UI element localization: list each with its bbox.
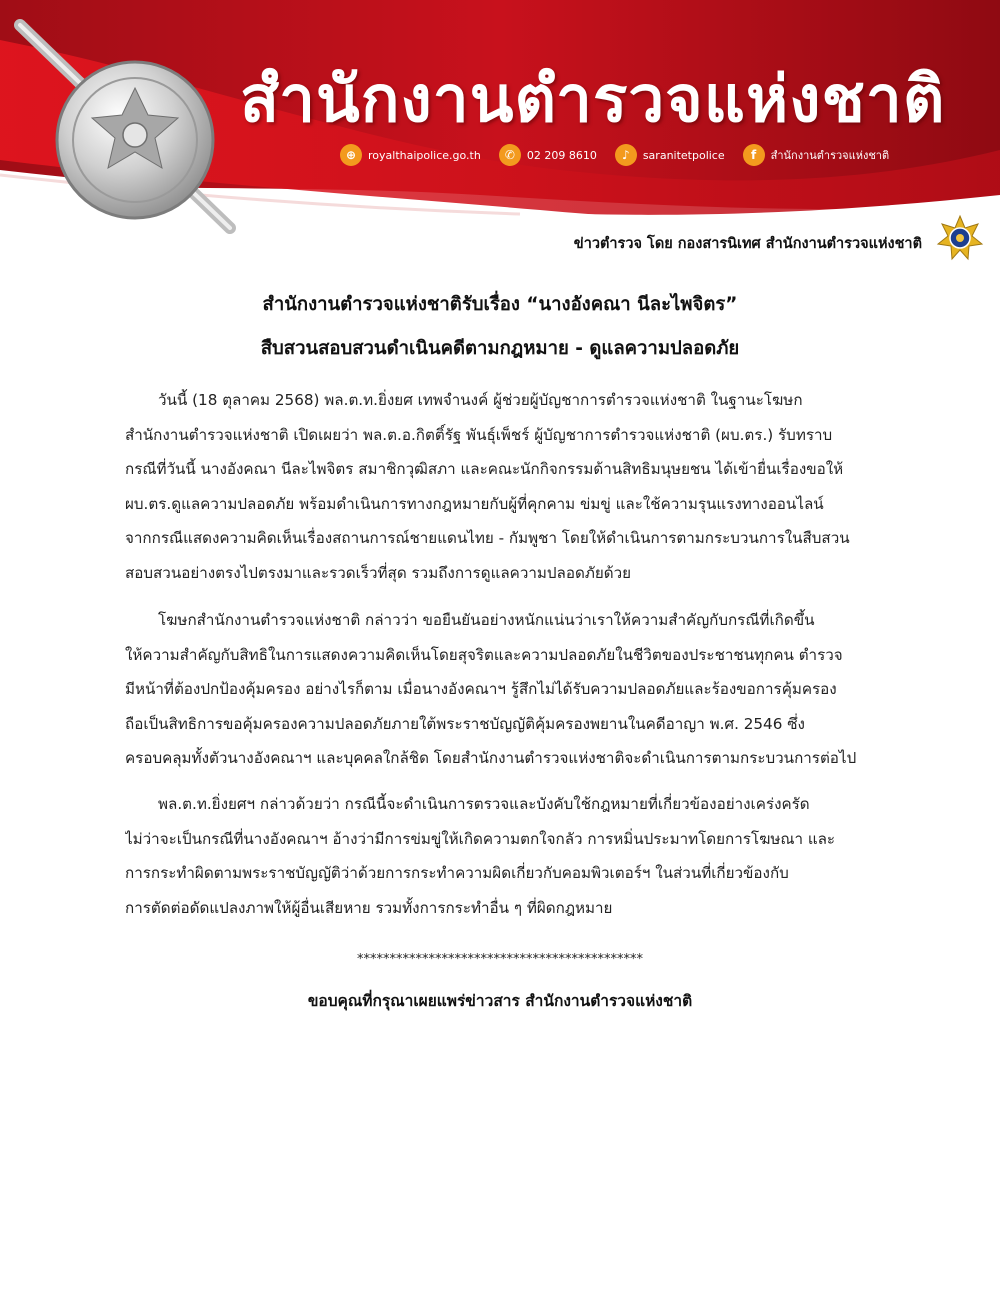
headline-line-1: สำนักงานตำรวจแห่งชาติรับเรื่อง “นางอังคณา นีละไพจิตร” (262, 294, 738, 315)
contact-facebook[interactable] (743, 144, 890, 166)
separator-stars: ******************************************** (357, 952, 643, 967)
paragraph-line: จากกรณีแสดงความคิดเห็นเรื่องสถานการณ์ชายแดนไทย - กัมพูชา โดยให้ดำเนินการตามกระบวนการในสืบสวน (125, 529, 850, 547)
paragraph-line: การกระทำผิดตามพระราชบัญญัติว่าด้วยการกระทำความผิดเกี่ยวกับคอมพิวเตอร์ฯ ในส่วนที่เกี่ยวข้องกับ (125, 864, 789, 882)
paragraph-line: สำนักงานตำรวจแห่งชาติ เปิดเผยว่า พล.ต.อ.กิตติ์รัฐ พันธุ์เพ็ชร์ ผู้บัญชาการตำรวจแห่งชาติ (ผบ.ตร.) รับทราบ (125, 425, 833, 444)
headline-line-2: สืบสวนสอบสวนดำเนินคดีตามกฎหมาย - ดูแลความปลอดภัย (260, 338, 740, 359)
closing-thanks: ขอบคุณที่กรุณาเผยแพร่ข่าวสาร สำนักงานตำรวจแห่งชาติ (307, 992, 693, 1010)
paragraph-2 (125, 603, 875, 776)
paragraph-line: พล.ต.ท.ยิ่งยศฯ กล่าวด้วยว่า กรณีนี้จะดำเนินการตรวจและบังคับใช้กฎหมายที่เกี่ยวข้องอย่างเคร่งครัด (158, 795, 810, 813)
paragraph-line: ไม่ว่าจะเป็นกรณีที่นางอังคณาฯ อ้างว่ามีการข่มขู่ให้เกิดความตกใจกลัว การหมิ่นประมาทโดยการโฆษณา และ (125, 829, 836, 848)
paragraph-line: ถือเป็นสิทธิการขอคุ้มครองความปลอดภัยภายใต้พระราชบัญญัติคุ้มครองพยานในคดีอาญา พ.ศ. 2546 ซึ่ง (125, 714, 805, 733)
paragraph-line: การตัดต่อดัดแปลงภาพให้ผู้อื่นเสียหาย รวมทั้งการกระทำอื่น ๆ ที่ผิดกฎหมาย (125, 898, 613, 917)
police-badge-icon (936, 214, 984, 262)
contact-facebook-text: สำนักงานตำรวจแห่งชาติ (770, 149, 890, 162)
paragraph-line: ให้ความสำคัญกับสิทธิในการแสดงความคิดเห็นโดยสุจริตและความปลอดภัยในชีวิตของประชาชนทุกคน ตำรวจ (125, 645, 843, 664)
paragraph-line: สอบสวนอย่างตรงไปตรงมาและรวดเร็วที่สุด รวมถึงการดูแลความปลอดภัยด้วย (125, 563, 632, 582)
contact-phone[interactable] (499, 144, 597, 166)
contact-website[interactable] (340, 144, 481, 166)
phone-icon: ✆ (499, 144, 521, 166)
contact-phone-text: 02 209 8610 (526, 148, 597, 162)
contact-website-text: royalthaipolice.go.th (368, 148, 481, 162)
contact-bar (340, 140, 897, 170)
byline: ข่าวตำรวจ โดย กองสารนิเทศ สำนักงานตำรวจแห่งชาติ (573, 236, 922, 252)
paragraph-line: กรณีที่วันนี้ นางอังคณา นีละไพจิตร สมาชิกวุฒิสภา และคณะนักกิจกรรมด้านสิทธิมนุษยชน ได้เข้ายื่นเรื่องขอให้ (125, 460, 844, 478)
paragraph-line: ผบ.ตร.ดูแลความปลอดภัย พร้อมดำเนินการทางกฎหมายกับผู้ที่คุกคาม ข่มขู่ และใช้ความรุนแรงทางออนไลน์ (125, 494, 824, 513)
contact-tiktok-text: saranitetpolice (642, 148, 725, 162)
paragraph-line: ครอบคลุมทั้งตัวนางอังคณาฯ และบุคคลใกล้ชิด โดยสำนักงานตำรวจแห่งชาติจะดำเนินการตามกระบวนการต่อไป (125, 749, 857, 767)
paragraph-line: วันนี้ (18 ตุลาคม 2568) พล.ต.ท.ยิ่งยศ เทพจำนงค์ ผู้ช่วยผู้บัญชาการตำรวจแห่งชาติ ในฐานะโฆษก (158, 391, 803, 409)
contact-tiktok[interactable] (615, 144, 725, 166)
globe-icon: ⊕ (340, 144, 362, 166)
tiktok-icon: ♪ (615, 144, 637, 166)
facebook-icon: f (743, 144, 765, 166)
paragraph-line: มีหน้าที่ต้องปกป้องคุ้มครอง อย่างไรก็ตาม เมื่อนางอังคณาฯ รู้สึกไม่ได้รับความปลอดภัยและร้องขอการคุ้มครอง (125, 680, 837, 698)
paragraph-line: โฆษกสำนักงานตำรวจแห่งชาติ กล่าวว่า ขอยืนยันอย่างหนักแน่นว่าเราให้ความสำคัญกับกรณีที่เกิดขึ้น (158, 611, 815, 629)
paragraph-1 (125, 383, 875, 590)
police-emblem-logo (10, 10, 250, 235)
org-title: สำนักงานตำรวจแห่งชาติ (240, 63, 946, 137)
paragraph-3 (125, 787, 875, 925)
